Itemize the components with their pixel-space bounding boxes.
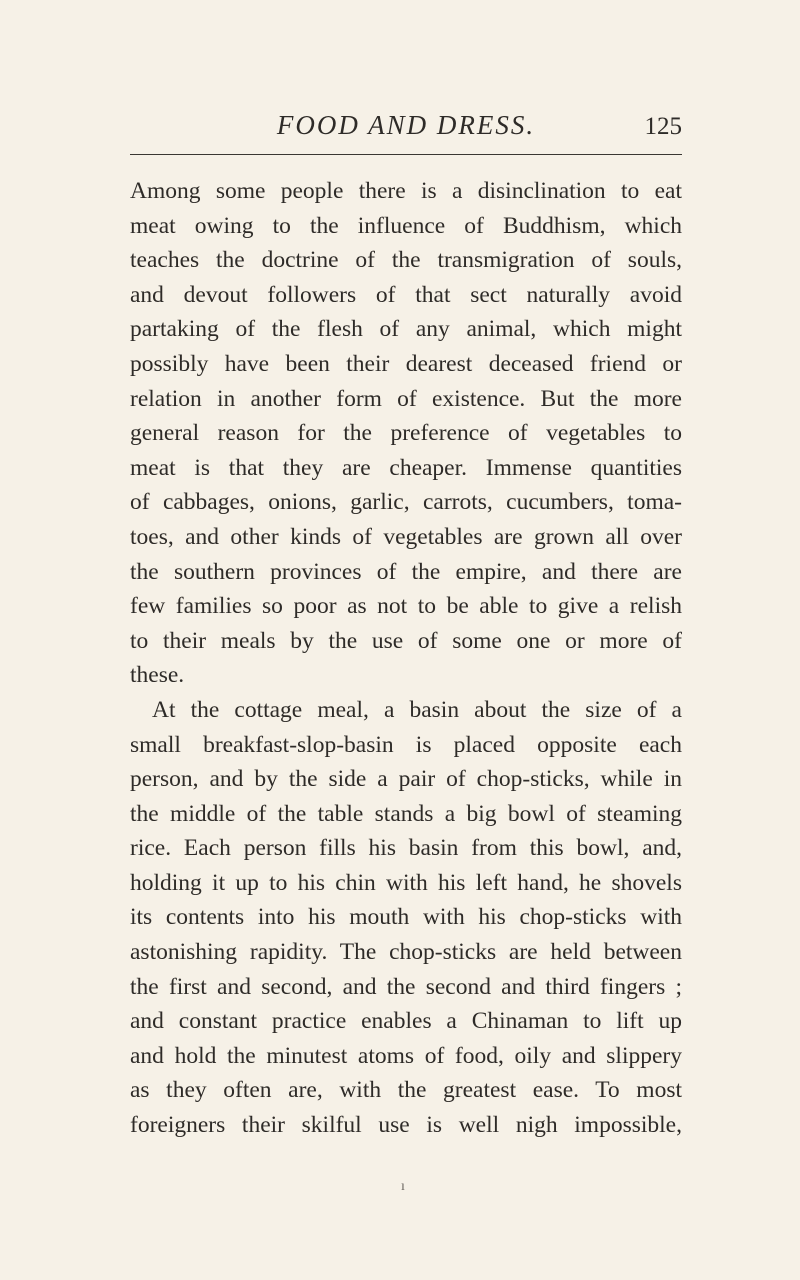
header-rule [130,154,682,155]
text-line: general reason for the preference of vegetables to [130,420,682,447]
text-line: meat owing to the influence of Buddhism, which [130,212,682,239]
text-line: these. [130,662,185,689]
text-line: toes, and other kinds of vegetables are grown all over [130,523,682,550]
text-line: teaches the doctrine of the transmigration of souls, [130,247,682,274]
text-line: the first and second, and the second and third fingers ; [130,973,682,1000]
signature-mark: ı [401,1179,405,1194]
text-line: of cabbages, onions, garlic, carrots, cucumbers, toma- [130,489,682,516]
text-line: the middle of the table stands a big bowl of steaming [130,800,682,827]
text-line: to their meals by the use of some one or more of [130,627,682,654]
text-line: rice. Each person fills his basin from this bowl, and, [130,835,682,862]
text-line: astonishing rapidity. The chop-sticks are held between [130,939,682,966]
text-line: holding it up to his chin with his left hand, he shovels [130,869,682,896]
text-line: foreigners their skilful use is well nigh impossible, [130,1112,682,1139]
text-line: and constant practice enables a Chinaman to lift up [130,1008,682,1035]
text-line: possibly have been their dearest deceased friend or [130,350,682,377]
text-line: and devout followers of that sect naturally avoid [130,281,682,308]
text-line: as they often are, with the greatest ease. To most [130,1077,682,1104]
text-line: person, and by the side a pair of chop-sticks, while in [130,766,682,793]
page-number: 125 [644,113,682,140]
text-line: its contents into his mouth with his chop-sticks with [130,904,682,931]
text-line: few families so poor as not to be able to give a relish [130,593,682,620]
text-line: the southern provinces of the empire, and there are [130,558,682,585]
running-title: FOOD AND DRESS. [276,110,536,140]
text-line: and hold the minutest atoms of food, oily and slippery [130,1042,682,1069]
text-line: relation in another form of existence. But the more [130,385,682,412]
text-line: At the cottage meal, a basin about the size of a [152,696,682,723]
text-line: meat is that they are cheaper. Immense quantities [130,454,682,481]
text-line: small breakfast-slop-basin is placed opposite each [130,731,682,758]
running-head [130,102,682,146]
text-line: Among some people there is a disinclination to eat [130,178,682,204]
text-line: partaking of the flesh of any animal, which might [130,316,682,343]
body-text [130,174,682,1143]
